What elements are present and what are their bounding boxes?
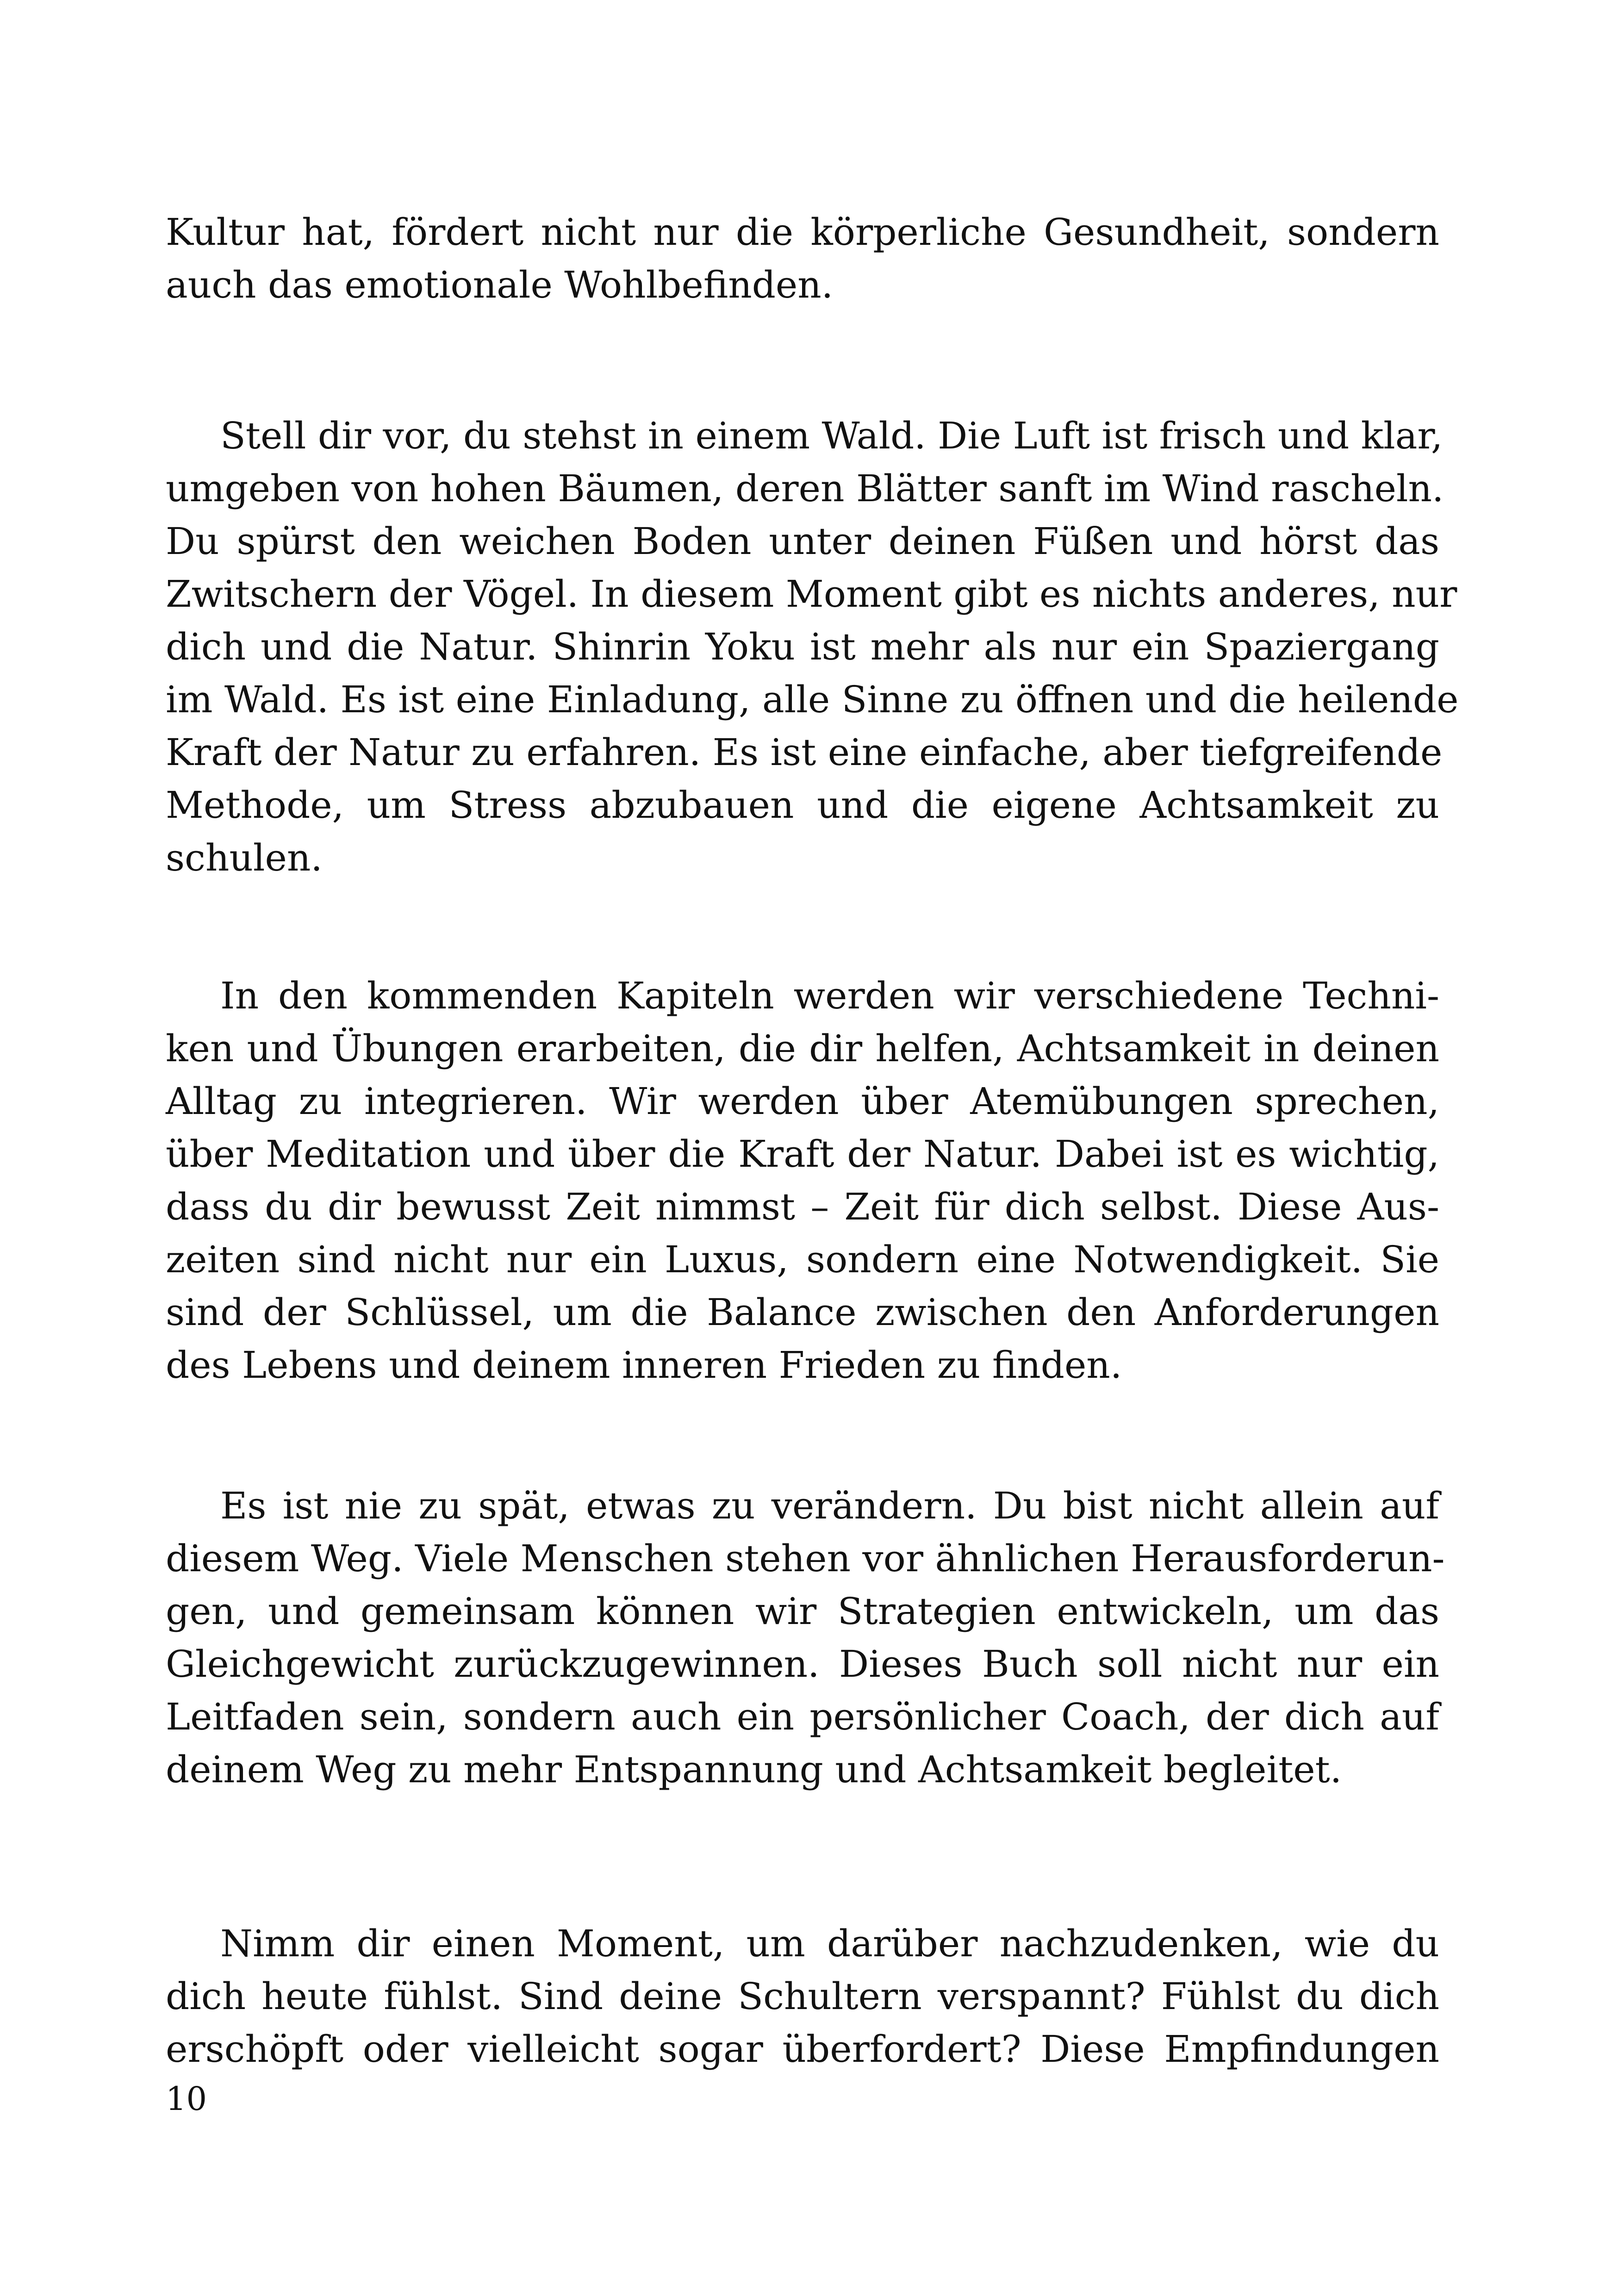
paragraph-line: umgeben von hohen Bäumen, deren Blätter sanft im Wind rascheln.	[166, 467, 1444, 510]
paragraph-line: auch das emotionale Wohlbefinden.	[166, 263, 834, 306]
paragraph-3	[166, 970, 1439, 1392]
paragraph-1	[166, 206, 1439, 311]
paragraph-line: Methode, um Stress abzubauen und die eigene Achtsamkeit zu	[166, 784, 1439, 827]
paragraph-line: schulen.	[166, 836, 323, 879]
paragraph-line: im Wald. Es ist eine Einladung, alle Sinne zu öffnen und die heilende	[166, 678, 1459, 721]
paragraph-4	[166, 1480, 1445, 1796]
paragraph-line: erschöpft oder vielleicht sogar überfordert? Diese Empfindungen	[166, 2028, 1439, 2071]
paragraph-line: Leitfaden sein, sondern auch ein persönlicher Coach, der dich auf	[166, 1695, 1439, 1738]
paragraph-line: Es ist nie zu spät, etwas zu verändern. Du bist nicht allein auf	[220, 1484, 1439, 1527]
paragraph-line: des Lebens und deinem inneren Frieden zu finden.	[166, 1344, 1122, 1387]
paragraph-line: dich heute fühlst. Sind deine Schultern verspannt? Fühlst du dich	[166, 1975, 1439, 2018]
paragraph-line: zeiten sind nicht nur ein Luxus, sondern eine Notwendigkeit. Sie	[166, 1238, 1439, 1281]
paragraph-line: In den kommenden Kapiteln werden wir verschiedene Techni-	[220, 974, 1439, 1017]
paragraph-line: ken und Übungen erarbeiten, die dir helfen, Achtsamkeit in deinen	[166, 1027, 1439, 1070]
paragraph-line: Nimm dir einen Moment, um darüber nachzudenken, wie du	[220, 1922, 1439, 1965]
paragraph-line: Kraft der Natur zu erfahren. Es ist eine einfache, aber tiefgreifende	[166, 731, 1443, 774]
paragraph-line: gen, und gemeinsam können wir Strategien entwickeln, um das	[166, 1590, 1439, 1633]
paragraph-line: diesem Weg. Viele Menschen stehen vor ähnlichen Herausforderun-	[166, 1537, 1445, 1580]
page-number: 10	[166, 2080, 207, 2118]
paragraph-line: Gleichgewicht zurückzugewinnen. Dieses Buch soll nicht nur ein	[166, 1643, 1439, 1686]
paragraph-5	[166, 1917, 1439, 2076]
paragraph-line: sind der Schlüssel, um die Balance zwischen den Anforderungen	[166, 1291, 1439, 1334]
paragraph-line: deinem Weg zu mehr Entspannung und Achtsamkeit begleitet.	[166, 1748, 1342, 1791]
paragraph-line: Zwitschern der Vögel. In diesem Moment gibt es nichts anderes, nur	[166, 572, 1457, 616]
paragraph-line: Stell dir vor, du stehst in einem Wald. Die Luft ist frisch und klar,	[220, 414, 1443, 457]
paragraph-line: über Meditation und über die Kraft der Natur. Dabei ist es wichtig,	[166, 1132, 1439, 1176]
paragraph-line: dich und die Natur. Shinrin Yoku ist mehr als nur ein Spaziergang	[166, 625, 1439, 668]
paragraph-line: Alltag zu integrieren. Wir werden über Atemübungen sprechen,	[166, 1080, 1439, 1123]
paragraph-line: Du spürst den weichen Boden unter deinen Füßen und hörst das	[166, 520, 1439, 563]
paragraph-line: dass du dir bewusst Zeit nimmst – Zeit für dich selbst. Diese Aus-	[166, 1185, 1439, 1228]
paragraph-line: Kultur hat, fördert nicht nur die körperliche Gesundheit, sondern	[166, 211, 1439, 254]
paragraph-2	[166, 410, 1459, 884]
